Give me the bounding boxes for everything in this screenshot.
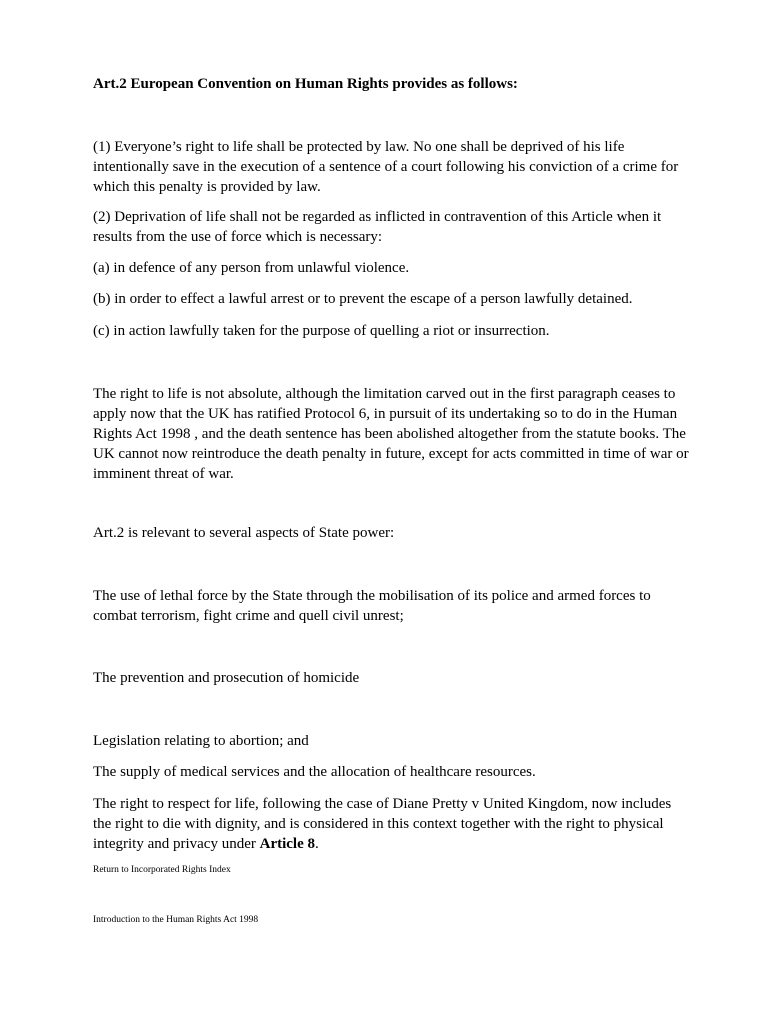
article-item-c: (c) in action lawfully taken for the purpose of quelling a riot or insurrection. [93,323,550,339]
article-paragraph-2: (2) Deprivation of life shall not be regarded as inflicted in contravention of this Article when it results from the use of force which is necessary: [93,209,662,245]
respect-text: The right to respect for life, following the case of Diane Pretty v United Kingdom, now includes the right to die with dignity, and is considered in this context together with the right to physical integrity and privacy under [93,796,672,852]
commentary-medical: The supply of medical services and the allocation of healthcare resources. [93,764,536,780]
commentary-homicide: The prevention and prosecution of homicide [93,670,360,686]
respect-suffix: . [315,836,319,852]
article-8-reference: Article 8 [259,836,316,852]
commentary-relevance-intro: Art.2 is relevant to several aspects of State power: [93,525,395,541]
commentary-abortion: Legislation relating to abortion; and [93,733,309,749]
commentary-lethal-force: The use of lethal force by the State through the mobilisation of its police and armed forces to combat terrorism, fight crime and quell civil unrest; [93,588,651,624]
commentary-not-absolute: The right to life is not absolute, although the limitation carved out in the first paragraph ceases to apply now that the UK has ratified Protocol 6, in pursuit of its undertaking so to do in the Human Rights Act 1998 , and the death sentence has been abolished altogether from the statute books. The UK cannot now reintroduce the death penalty in future, except for acts committed in time of war or imminent threat of war. [93,386,689,482]
introduction-link[interactable]: Introduction to the Human Rights Act 1998 [93,915,259,925]
article-item-a: (a) in defence of any person from unlawful violence. [93,260,410,276]
page-heading: Art.2 European Convention on Human Rights provides as follows: [93,76,518,92]
commentary-respect-for-life [93,794,693,854]
return-to-index-link[interactable]: Return to Incorporated Rights Index [93,865,231,875]
article-item-b: (b) in order to effect a lawful arrest or to prevent the escape of a person lawfully detained. [93,291,633,307]
article-paragraph-1: (1) Everyone’s right to life shall be protected by law. No one shall be deprived of his life intentionally save in the execution of a sentence of a court following his conviction of a crime for which this penalty is provided by law. [93,139,679,195]
